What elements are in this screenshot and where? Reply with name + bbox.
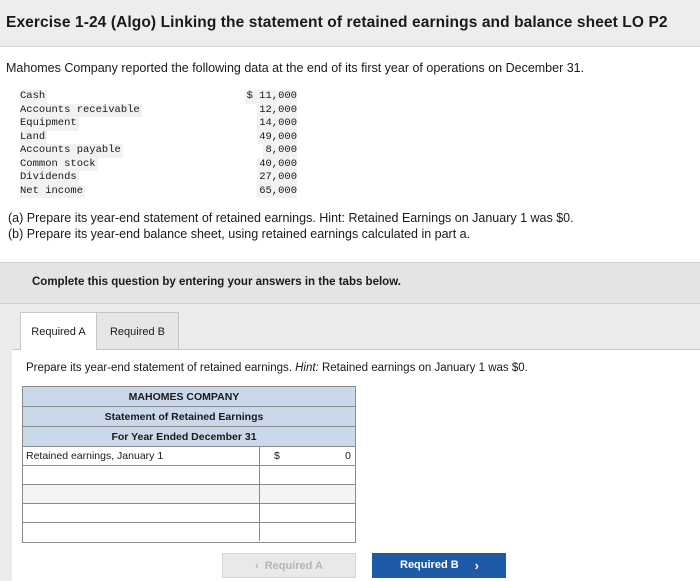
statement-period-header: For Year Ended December 31 bbox=[23, 427, 355, 447]
tab-prompt bbox=[26, 362, 528, 374]
account-row bbox=[20, 144, 300, 158]
title-bar bbox=[0, 0, 700, 47]
page-title: Exercise 1-24 (Algo) Linking the statement of retained earnings and balance sheet LO P2 bbox=[6, 14, 668, 31]
account-label: Land bbox=[20, 130, 46, 143]
statement-company-header: MAHOMES COMPANY bbox=[23, 387, 355, 407]
instructions-text: Complete this question by entering your answers in the tabs below. bbox=[32, 276, 401, 288]
retained-earnings-jan1-amount-cell bbox=[260, 447, 355, 465]
statement-amount-input[interactable] bbox=[260, 466, 355, 484]
account-value: 27,000 bbox=[259, 171, 297, 183]
statement-amount-input[interactable] bbox=[260, 485, 355, 503]
account-label: Net income bbox=[20, 184, 84, 197]
account-label: Accounts payable bbox=[20, 144, 121, 156]
chevron-left-icon: ‹ bbox=[255, 560, 259, 572]
statement-label-input[interactable] bbox=[23, 466, 260, 484]
retained-earnings-jan1-label: Retained earnings, January 1 bbox=[23, 447, 260, 465]
statement-row bbox=[23, 466, 355, 485]
account-label: Equipment bbox=[20, 117, 77, 129]
statement-row bbox=[23, 504, 355, 523]
statement-amount-input[interactable] bbox=[260, 504, 355, 522]
retained-earnings-statement bbox=[22, 386, 356, 543]
next-tab-button[interactable] bbox=[372, 553, 506, 578]
account-value: 65,000 bbox=[259, 184, 297, 197]
account-label: Common stock bbox=[20, 157, 96, 170]
previous-tab-label: Required A bbox=[264, 560, 323, 572]
retained-earnings-jan1-amount: 0 bbox=[345, 450, 351, 462]
next-tab-label: Required B bbox=[400, 559, 459, 571]
account-row bbox=[20, 117, 300, 131]
account-row bbox=[20, 171, 300, 185]
intro-text: Mahomes Company reported the following data at the end of its first year of operations on December 31. bbox=[6, 61, 585, 75]
account-value: 12,000 bbox=[259, 103, 297, 116]
statement-row bbox=[23, 485, 355, 504]
part-a-text: (a) Prepare its year-end statement of retained earnings. Hint: Retained Earnings on January 1 was $0. bbox=[8, 211, 574, 225]
account-value: 40,000 bbox=[259, 157, 297, 170]
account-label: Dividends bbox=[20, 171, 77, 183]
prompt-lead: Prepare its year-end statement of retained earnings. bbox=[26, 362, 296, 374]
currency-symbol: $ bbox=[274, 450, 280, 462]
statement-label-input[interactable] bbox=[23, 504, 260, 522]
account-value: 49,000 bbox=[259, 130, 297, 143]
statement-label-input[interactable] bbox=[23, 523, 260, 541]
account-row bbox=[20, 131, 300, 145]
chevron-right-icon: › bbox=[474, 558, 479, 573]
previous-tab-button[interactable] bbox=[222, 553, 356, 578]
statement-amount-input[interactable] bbox=[260, 523, 355, 541]
account-data-table bbox=[20, 90, 300, 198]
account-value: 14,000 bbox=[259, 117, 297, 129]
part-b-text: (b) Prepare its year-end balance sheet, using retained earnings calculated in part a. bbox=[8, 227, 471, 241]
prompt-hint-word: Hint: bbox=[295, 362, 319, 374]
tab-required-a[interactable]: Required A bbox=[20, 312, 97, 350]
account-value: $ 11,000 bbox=[246, 90, 297, 102]
statement-row bbox=[23, 447, 355, 466]
account-row bbox=[20, 158, 300, 172]
statement-title-header: Statement of Retained Earnings bbox=[23, 407, 355, 427]
instructions-bar bbox=[0, 262, 700, 304]
account-row bbox=[20, 185, 300, 199]
account-label: Accounts receivable bbox=[20, 103, 140, 116]
tab-required-b[interactable]: Required B bbox=[97, 312, 179, 350]
account-value: 8,000 bbox=[265, 144, 297, 156]
question-parts bbox=[8, 210, 574, 242]
account-label: Cash bbox=[20, 90, 46, 102]
account-row bbox=[20, 90, 300, 104]
statement-label-input[interactable] bbox=[23, 485, 260, 503]
statement-row bbox=[23, 523, 355, 542]
account-row bbox=[20, 104, 300, 118]
prompt-tail: Retained earnings on January 1 was $0. bbox=[318, 362, 528, 374]
